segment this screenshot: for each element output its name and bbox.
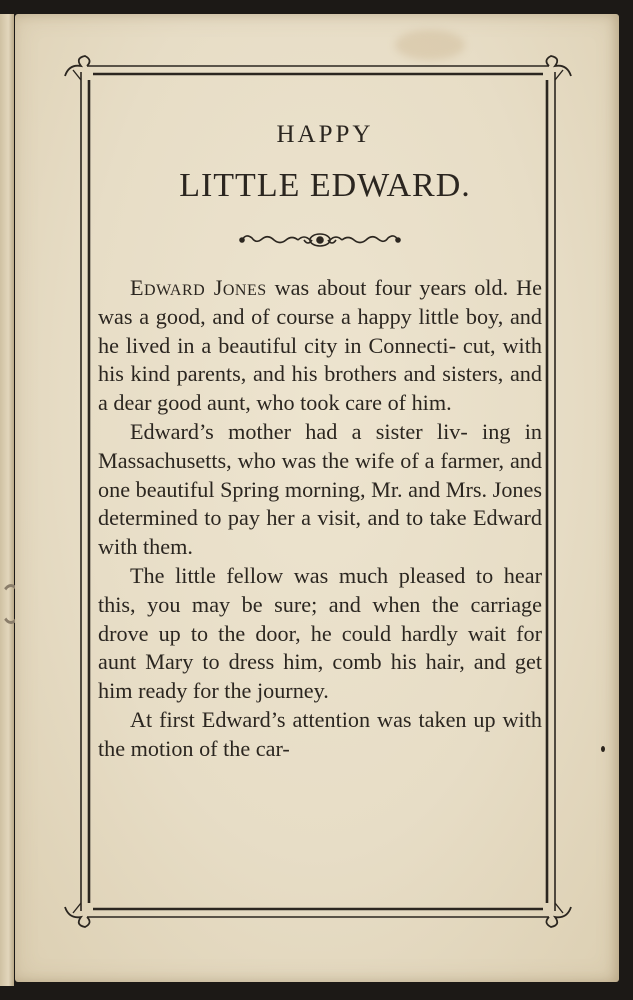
paragraph-1 [98, 274, 542, 418]
page-content [98, 112, 542, 764]
floral-scroll-ornament-icon [238, 230, 402, 250]
paragraph-4 [98, 706, 542, 764]
paragraph-3 [98, 562, 542, 706]
paragraph-1-lead: Edward Jones [130, 275, 267, 300]
title-happy: HAPPY [276, 121, 374, 148]
paragraph-3-text: The little fellow was much pleased to hear this, you may be sure; and when the carriage drove up to the door, he could hardly wait for aunt Mary to dress him, comb his hair, and get him ready for the journey. [98, 562, 542, 704]
story-text [98, 274, 542, 764]
facing-page-edge [0, 14, 14, 986]
paragraph-2-text: Edward’s mother had a sister liv- ing in Massachusetts, who was the wife of a farmer, and one beautiful Spring morning, Mr. and Mrs. Jones determined to pay her a visit, and to take Edward with them. [98, 418, 542, 560]
paragraph-4-text: At first Edward’s attention was taken up with the motion of the car- [98, 706, 542, 761]
title-little-edward: LITTLE EDWARD. [179, 167, 471, 204]
paragraph-1-text: was about four years old. He was a good, and of course a happy little boy, and he lived in a beautiful city in Connecti- cut, with his kind parents, and his brothers and sisters, and a dear good aunt, who took care of him. [98, 275, 542, 416]
paragraph-2 [98, 418, 542, 562]
